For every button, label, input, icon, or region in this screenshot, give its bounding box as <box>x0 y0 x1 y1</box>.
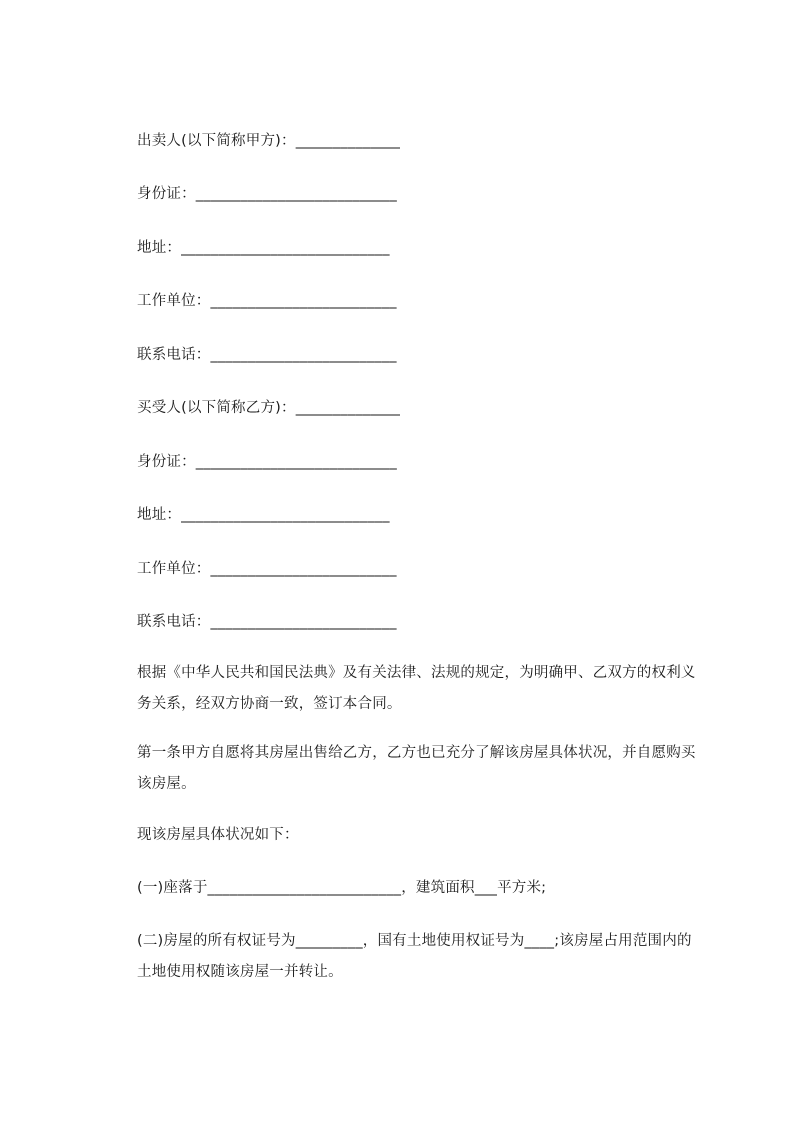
seller-id-field: 身份证：___________________________ <box>137 186 397 202</box>
buyer-work-field: 工作单位：_________________________ <box>137 561 397 577</box>
item-two-paragraph: (二)房屋的所有权证号为_________，国有土地使用权证号为____;该房屋占用范围内的土地使用权随该房屋一并转让。 <box>137 933 692 980</box>
intro-paragraph: 根据《中华人民共和国民法典》及有关法律、法规的规定，为明确甲、乙双方的权利义务关系，经双方协商一致，签订本合同。 <box>137 665 696 712</box>
seller-address-field: 地址：____________________________ <box>137 240 390 256</box>
seller-field: 出卖人(以下简称甲方)：______________ <box>137 133 401 149</box>
buyer-id-field: 身份证：___________________________ <box>137 454 397 470</box>
status-intro-text: 现该房屋具体状况如下： <box>137 827 299 843</box>
seller-work-field: 工作单位：_________________________ <box>137 293 397 309</box>
item-one-text: (一)座落于__________________________，建筑面积___平方米; <box>137 880 547 896</box>
article-one-paragraph: 第一条甲方自愿将其房屋出售给乙方，乙方也已充分了解该房屋具体状况，并自愿购买该房屋。 <box>137 745 696 792</box>
buyer-field: 买受人(以下简称乙方)：______________ <box>137 400 401 416</box>
buyer-address-field: 地址：____________________________ <box>137 507 390 523</box>
seller-phone-field: 联系电话：_________________________ <box>137 347 397 363</box>
buyer-phone-field: 联系电话：_________________________ <box>137 614 397 630</box>
